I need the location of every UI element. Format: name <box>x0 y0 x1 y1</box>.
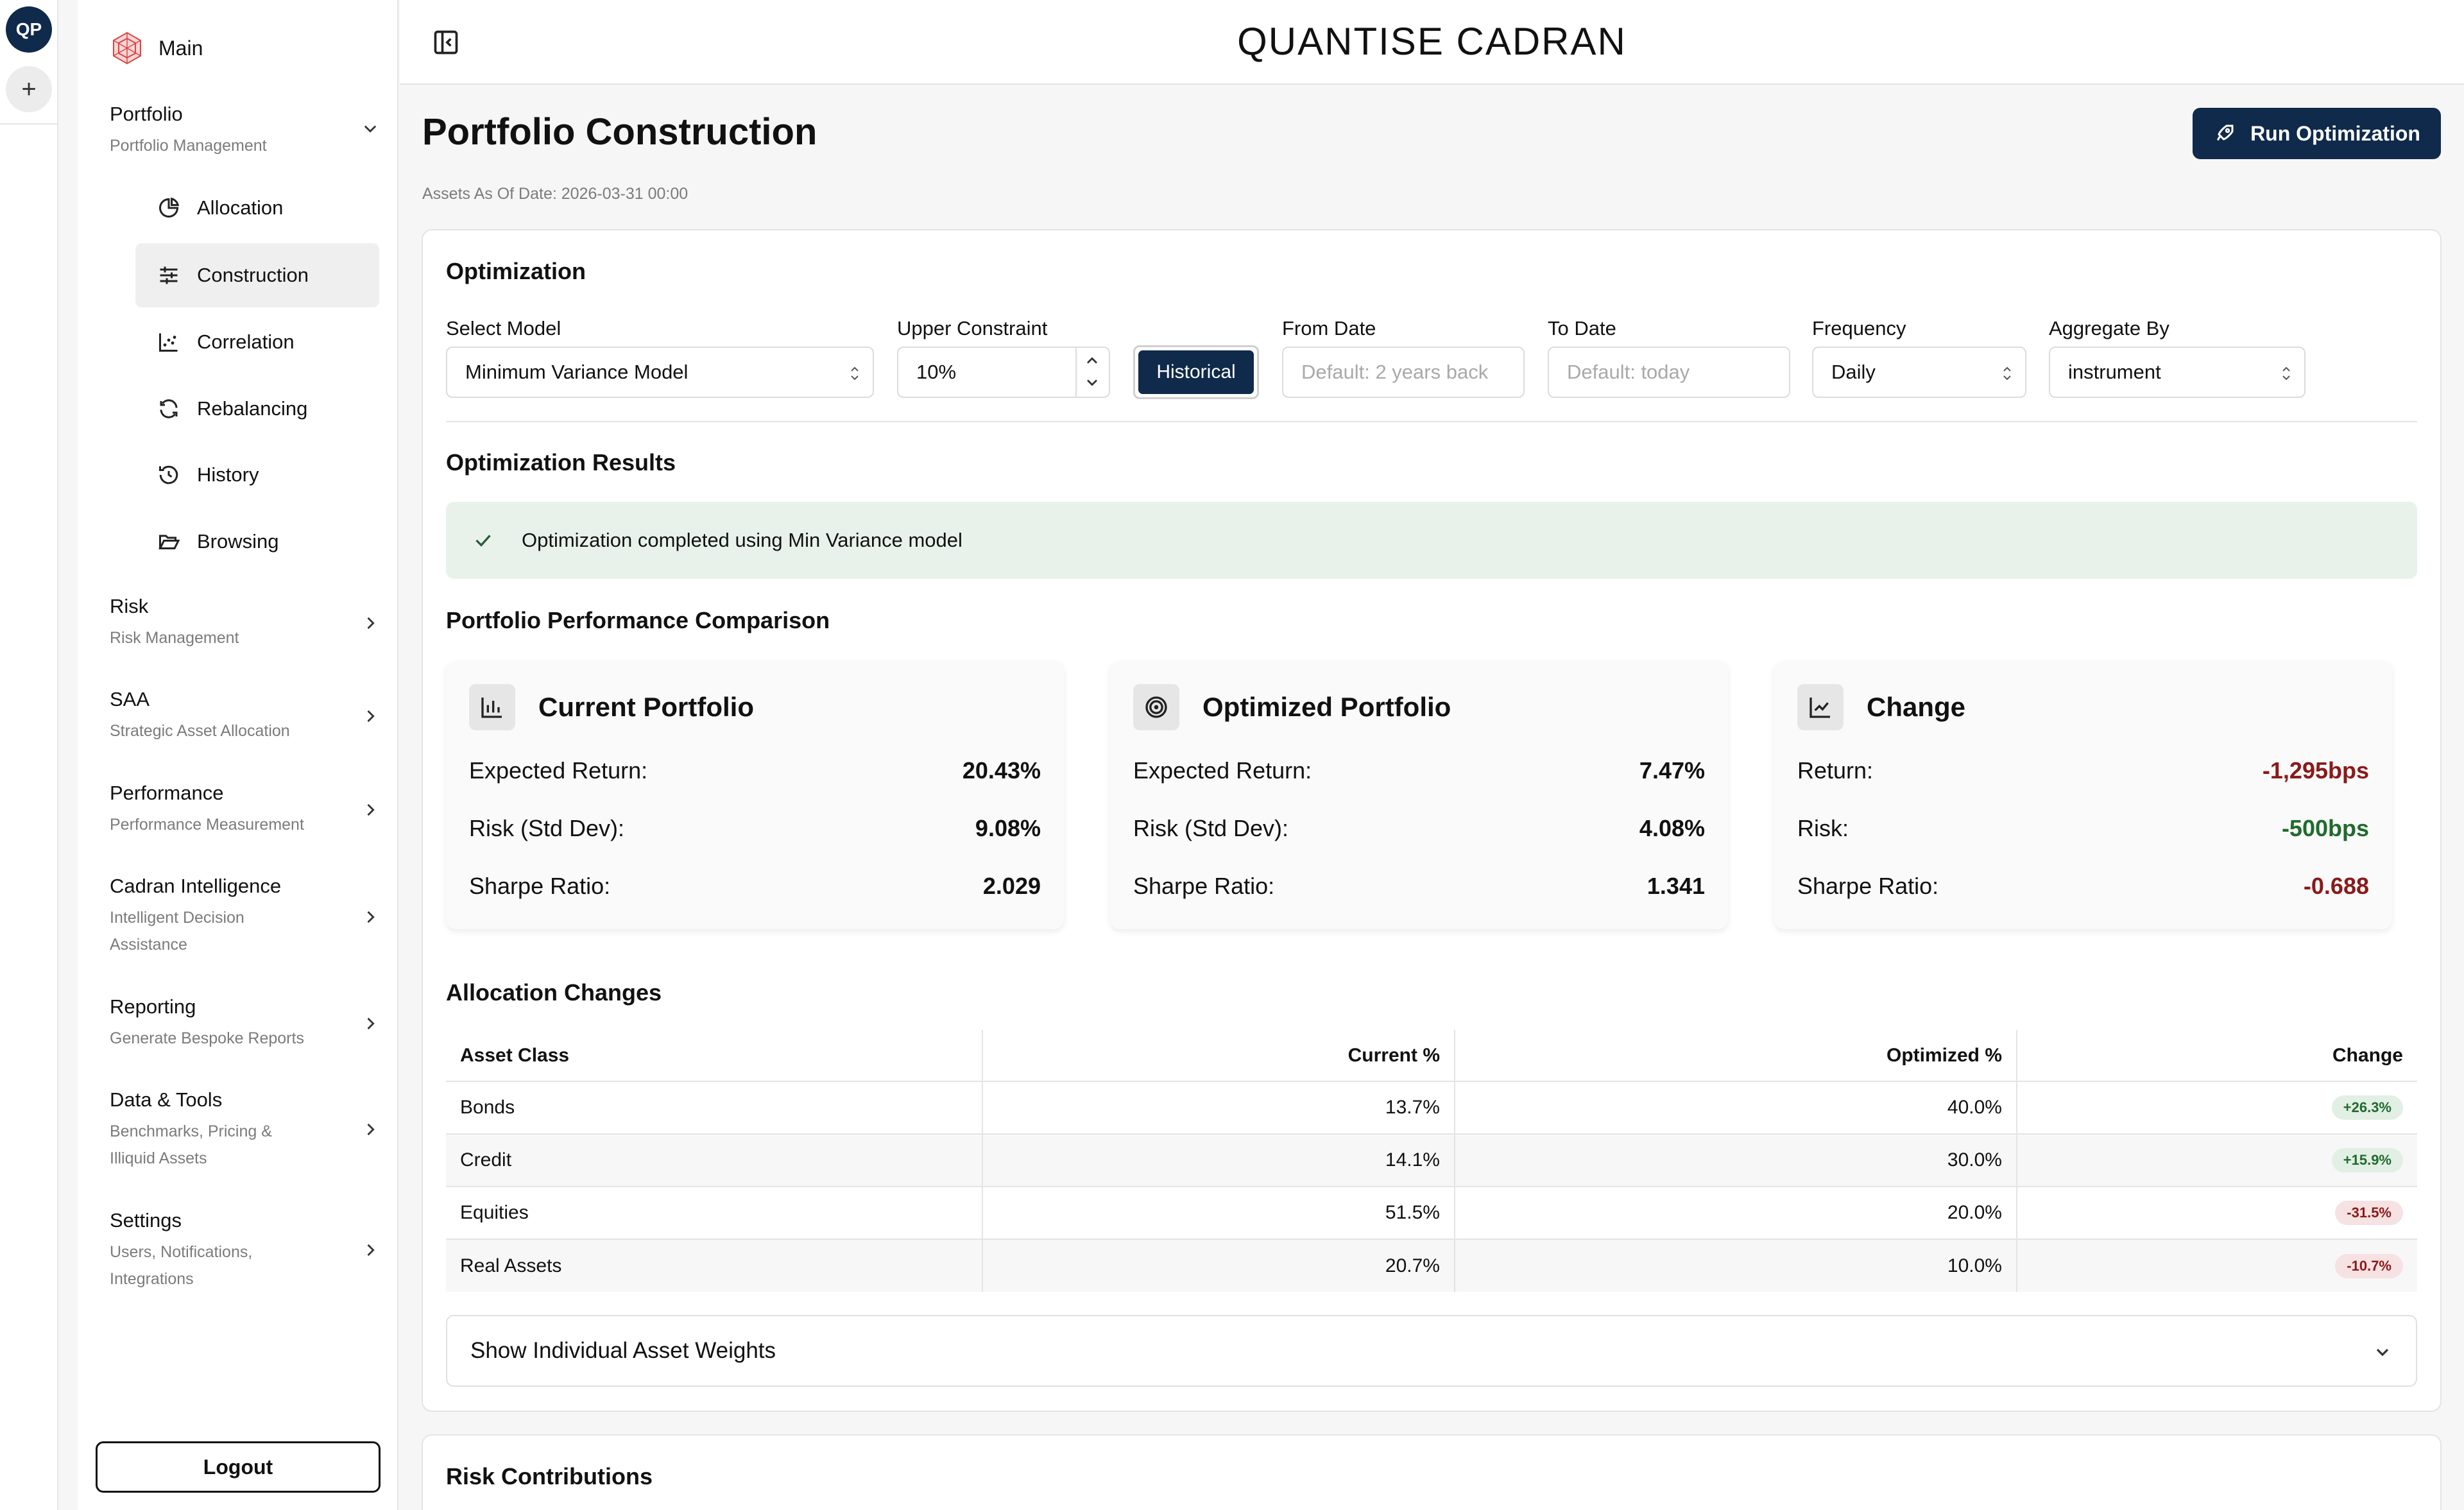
chevron-right-icon <box>361 1120 379 1138</box>
metric-value: -1,295bps <box>2262 757 2369 784</box>
asset-class-cell: Real Assets <box>446 1239 982 1292</box>
add-workspace-button[interactable]: + <box>6 66 52 112</box>
section-subtitle: Portfolio Management <box>110 137 267 155</box>
rocket-icon <box>2213 122 2236 145</box>
optimization-results-title: Optimization Results <box>446 449 676 476</box>
line-chart-icon <box>1797 684 1844 730</box>
column-header[interactable]: Change <box>2332 1044 2403 1066</box>
frequency-dropdown[interactable] <box>1812 347 2026 398</box>
sidebar-main-link[interactable] <box>110 31 203 65</box>
current-portfolio-card <box>446 661 1064 929</box>
chevron-down-icon <box>2372 1342 2393 1362</box>
frequency-label: Frequency <box>1812 317 1906 339</box>
metric-row <box>1797 757 2369 784</box>
upper-constraint-value: 10% <box>916 361 957 383</box>
aggregate-by-value: instrument <box>2068 361 2161 383</box>
sidebar-section-reporting[interactable] <box>110 995 379 1052</box>
column-header[interactable]: Optimized % <box>1455 1030 2017 1081</box>
frequency-value: Daily <box>1831 361 1876 383</box>
section-title: Performance <box>110 782 224 804</box>
optimization-title: Optimization <box>446 258 586 284</box>
top-header <box>400 0 2464 85</box>
pie-chart-icon <box>157 196 180 219</box>
to-date-label: To Date <box>1548 317 1616 339</box>
metric-row <box>1133 873 1705 900</box>
metric-label: Sharpe Ratio: <box>1133 873 1275 899</box>
chevron-down-icon[interactable] <box>1083 373 1101 391</box>
sidebar-section-cadran-intelligence[interactable] <box>110 875 379 958</box>
metric-row <box>1133 757 1705 784</box>
select-updown-icon <box>848 365 861 382</box>
metric-row <box>469 873 1041 900</box>
show-asset-weights-expander[interactable] <box>446 1315 2417 1387</box>
column-header[interactable]: Asset Class <box>446 1030 982 1081</box>
asset-class-cell: Equities <box>446 1187 982 1239</box>
asset-class-cell: Bonds <box>446 1081 982 1134</box>
change-badge: -31.5% <box>2335 1201 2403 1225</box>
sidebar-section-data-tools[interactable] <box>110 1088 379 1172</box>
sidebar-section-portfolio[interactable] <box>110 103 379 159</box>
select-model-label: Select Model <box>446 317 561 339</box>
current-cell: 20.7% <box>982 1239 1455 1292</box>
chevron-right-icon <box>361 1015 379 1033</box>
historical-toggle[interactable] <box>1133 345 1259 399</box>
sidebar-item-history[interactable] <box>135 443 379 507</box>
risk-contributions-title: Risk Contributions <box>446 1463 653 1489</box>
table-row <box>446 1239 2417 1292</box>
chevron-right-icon <box>361 614 379 632</box>
section-title: Data & Tools <box>110 1088 223 1111</box>
metric-label: Expected Return: <box>469 757 648 784</box>
page-title: Portfolio Construction <box>422 111 817 153</box>
optimized-cell: 10.0% <box>1455 1239 2017 1292</box>
risk-contributions-card <box>422 1434 2442 1510</box>
allocation-changes-title: Allocation Changes <box>446 979 662 1006</box>
history-icon <box>157 463 180 486</box>
card-title: Change <box>1867 692 1966 722</box>
asset-class-cell: Credit <box>446 1134 982 1187</box>
from-date-label: From Date <box>1282 317 1376 339</box>
upper-constraint-stepper[interactable] <box>1075 347 1110 398</box>
metric-label: Expected Return: <box>1133 757 1312 784</box>
table-row <box>446 1134 2417 1187</box>
sidebar-section-saa[interactable] <box>110 688 379 744</box>
change-badge: +26.3% <box>2332 1095 2403 1120</box>
select-updown-icon <box>2280 365 2293 382</box>
metric-label: Risk: <box>1797 815 1849 841</box>
select-model-dropdown[interactable] <box>446 347 874 398</box>
section-title: Reporting <box>110 995 196 1018</box>
run-optimization-button[interactable] <box>2193 108 2441 159</box>
change-cell <box>2017 1187 2417 1239</box>
sidebar <box>78 0 398 1510</box>
aggregate-by-label: Aggregate By <box>2049 317 2169 339</box>
aggregate-by-dropdown[interactable] <box>2049 347 2306 398</box>
to-date-placeholder: Default: today <box>1567 361 1690 383</box>
table-row <box>446 1187 2417 1239</box>
select-updown-icon <box>2001 365 2014 382</box>
cadran-logo-icon <box>110 31 144 65</box>
section-title: Risk <box>110 595 149 617</box>
column-header[interactable]: Current % <box>982 1030 1455 1081</box>
section-title: Cadran Intelligence <box>110 875 282 897</box>
upper-constraint-input[interactable] <box>897 347 1077 398</box>
success-alert <box>446 502 2417 579</box>
performance-comparison-title: Portfolio Performance Comparison <box>446 607 830 633</box>
success-message: Optimization completed using Min Variance model <box>522 529 963 551</box>
optimized-cell: 30.0% <box>1455 1134 2017 1187</box>
section-subtitle: Risk Management <box>110 629 239 647</box>
metric-value: 9.08% <box>975 815 1041 841</box>
metric-row <box>1133 815 1705 842</box>
app-title: QUANTISE CADRAN <box>1237 20 1627 63</box>
select-model-value: Minimum Variance Model <box>465 361 689 383</box>
metric-row <box>469 815 1041 842</box>
metric-value: 7.47% <box>1639 757 1705 784</box>
metric-value: 2.029 <box>982 873 1041 899</box>
card-title: Optimized Portfolio <box>1202 692 1451 722</box>
to-date-input[interactable] <box>1548 347 1790 398</box>
card-title: Current Portfolio <box>538 692 754 722</box>
change-badge: -10.7% <box>2335 1254 2403 1278</box>
sidebar-item-allocation[interactable] <box>135 176 379 240</box>
change-badge: +15.9% <box>2332 1148 2403 1172</box>
sidebar-item-label: Rebalancing <box>197 397 308 420</box>
section-divider <box>446 421 2417 422</box>
chevron-right-icon <box>361 908 379 926</box>
metric-label: Return: <box>1797 757 1874 784</box>
expander-label: Show Individual Asset Weights <box>470 1338 776 1363</box>
change-cell <box>2017 1239 2417 1292</box>
sidebar-section-risk[interactable] <box>110 595 379 651</box>
logout-button[interactable]: Logout <box>96 1441 381 1493</box>
chevron-down-icon <box>361 119 379 137</box>
change-cell <box>2017 1081 2417 1134</box>
chevron-right-icon <box>361 1241 379 1259</box>
chevron-right-icon <box>361 707 379 725</box>
section-subtitle: Intelligent Decision Assistance <box>110 909 244 954</box>
sidebar-item-rebalancing[interactable] <box>135 377 379 441</box>
sidebar-item-correlation[interactable] <box>135 310 379 374</box>
current-cell: 51.5% <box>982 1187 1455 1239</box>
chevron-up-icon[interactable] <box>1083 352 1101 370</box>
optimized-cell: 40.0% <box>1455 1081 2017 1134</box>
section-subtitle: Generate Bespoke Reports <box>110 1029 304 1047</box>
metric-value: 1.341 <box>1647 873 1705 899</box>
change-cell <box>2017 1134 2417 1187</box>
from-date-input[interactable] <box>1282 347 1525 398</box>
refresh-icon <box>157 397 180 420</box>
folder-open-icon <box>157 530 180 553</box>
main-label: Main <box>158 36 203 60</box>
table-row <box>446 1081 2417 1134</box>
metric-value: 4.08% <box>1639 815 1705 841</box>
section-subtitle: Users, Notifications, Integrations <box>110 1243 253 1288</box>
metric-row <box>1797 815 2369 842</box>
assets-as-of-date: Assets As Of Date: 2026-03-31 00:00 <box>422 185 689 203</box>
metric-row <box>1797 873 2369 900</box>
from-date-placeholder: Default: 2 years back <box>1301 361 1489 383</box>
sidebar-item-construction[interactable] <box>135 243 379 307</box>
metric-value: 20.43% <box>962 757 1041 784</box>
scatter-chart-icon <box>157 330 180 354</box>
historical-button[interactable]: Historical <box>1138 350 1254 394</box>
sidebar-item-label: History <box>197 463 259 486</box>
sidebar-section-performance[interactable] <box>110 782 379 838</box>
rail-divider <box>0 123 58 124</box>
sidebar-item-browsing[interactable] <box>135 510 379 574</box>
table-header-row <box>446 1030 2417 1081</box>
sliders-icon <box>157 264 180 287</box>
current-cell: 13.7% <box>982 1081 1455 1134</box>
check-icon <box>472 529 495 552</box>
app-rail <box>0 0 58 1510</box>
metric-value: -500bps <box>2281 815 2369 841</box>
section-title: Portfolio <box>110 103 183 125</box>
allocation-table <box>446 1030 2417 1292</box>
sidebar-item-label: Allocation <box>197 196 284 219</box>
metric-row <box>469 757 1041 784</box>
section-subtitle: Strategic Asset Allocation <box>110 722 290 740</box>
sidebar-item-label: Browsing <box>197 530 279 553</box>
section-title: Settings <box>110 1209 182 1231</box>
sidebar-section-settings[interactable] <box>110 1209 379 1292</box>
sidebar-item-label: Correlation <box>197 330 295 353</box>
metric-value: -0.688 <box>2303 873 2369 899</box>
section-title: SAA <box>110 688 150 710</box>
run-optimization-label: Run Optimization <box>2250 121 2420 145</box>
optimized-portfolio-card <box>1110 661 1728 929</box>
target-icon <box>1133 684 1179 730</box>
section-subtitle: Performance Measurement <box>110 816 304 834</box>
metric-label: Sharpe Ratio: <box>1797 873 1939 899</box>
optimized-cell: 20.0% <box>1455 1187 2017 1239</box>
change-card <box>1774 661 2392 929</box>
bar-chart-icon <box>469 684 515 730</box>
section-subtitle: Benchmarks, Pricing & Illiquid Assets <box>110 1122 272 1167</box>
sidebar-item-label: Construction <box>197 264 309 286</box>
metric-label: Risk (Std Dev): <box>1133 815 1289 841</box>
current-cell: 14.1% <box>982 1134 1455 1187</box>
chevron-right-icon <box>361 801 379 819</box>
upper-constraint-label: Upper Constraint <box>897 317 1048 339</box>
user-avatar[interactable]: QP <box>6 6 52 53</box>
metric-label: Risk (Std Dev): <box>469 815 625 841</box>
metric-label: Sharpe Ratio: <box>469 873 611 899</box>
